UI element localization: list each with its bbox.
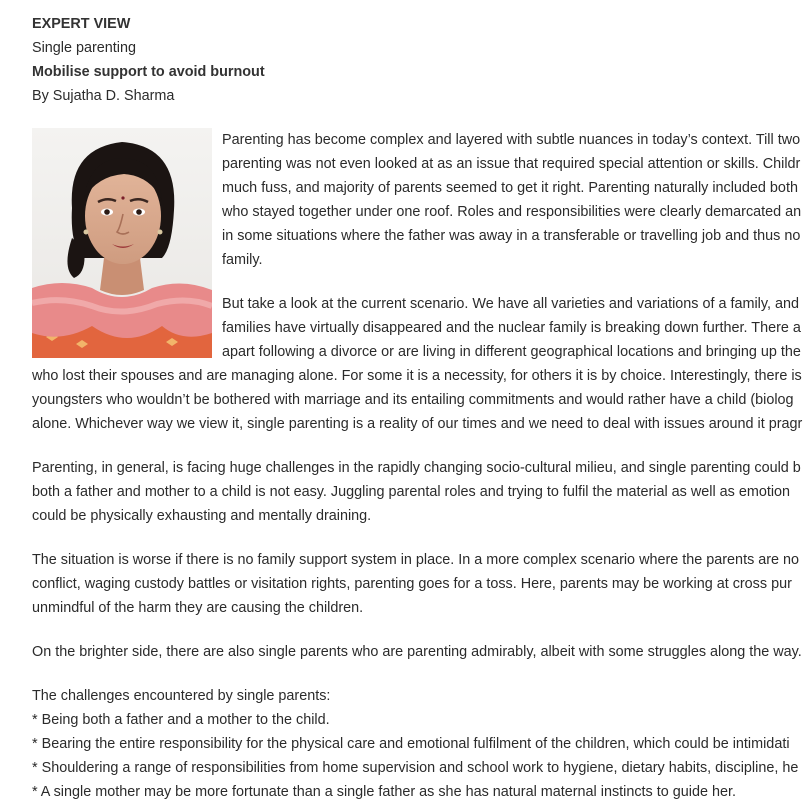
paragraph-2-wrapped	[222, 292, 808, 364]
text-line: But take a look at the current scenario. We have all varieties and variations of a family, and	[222, 296, 799, 312]
list-item: * Shouldering a range of responsibilities from home supervision and school work to hygiene, dietary habits, discipline, he	[32, 760, 799, 776]
text-line: alone. Whichever way we view it, single parenting is a reality of our times and we need to deal with issues around it pragr	[32, 416, 803, 432]
text-line: unmindful of the harm they are causing the children.	[32, 600, 364, 616]
paragraph-2-continued	[32, 364, 808, 436]
text-line: who stayed together under one roof. Roles and responsibilities were clearly demarcated an	[222, 204, 802, 220]
headline: Mobilise support to avoid burnout	[32, 64, 265, 80]
challenges-list	[32, 684, 808, 804]
byline: By Sujatha D. Sharma	[32, 88, 175, 104]
text-line: Parenting has become complex and layered with subtle nuances in today’s context. Till two	[222, 132, 801, 148]
text-line: youngsters who wouldn’t be bothered with marriage and its entailing commitments and would rather have a child (biolog	[32, 392, 794, 408]
paragraph-4	[32, 548, 808, 620]
text-line: On the brighter side, there are also single parents who are parenting admirably, albeit with some struggles along the way.	[32, 644, 802, 660]
section-label: EXPERT VIEW	[32, 16, 131, 32]
text-line: who lost their spouses and are managing alone. For some it is a necessity, for others it is by choice. Interestingly, there is	[32, 368, 802, 384]
topic-label: Single parenting	[32, 40, 137, 56]
article-header	[32, 12, 808, 108]
paragraph-3	[32, 456, 808, 528]
challenges-intro: The challenges encountered by single parents:	[32, 688, 331, 704]
list-item: * Being both a father and a mother to the child.	[32, 712, 330, 728]
text-line: families have virtually disappeared and the nuclear family is breaking down further. There a	[222, 320, 801, 336]
list-item: * Bearing the entire responsibility for the physical care and emotional fulfilment of the children, which could be intimidati	[32, 736, 790, 752]
text-line: family.	[222, 252, 263, 268]
text-line: much fuss, and majority of parents seemed to get it right. Parenting naturally included both	[222, 180, 798, 196]
text-line: could be physically exhausting and mentally draining.	[32, 508, 372, 524]
text-line: The situation is worse if there is no family support system in place. In a more complex scenario where the parents are no	[32, 552, 800, 568]
text-line: apart following a divorce or are living in different geographical locations and bringing up the	[222, 344, 801, 360]
paragraph-1	[222, 128, 808, 272]
list-item: * A single mother may be more fortunate than a single father as she has natural maternal instincts to guide her.	[32, 784, 736, 800]
text-line: Parenting, in general, is facing huge challenges in the rapidly changing socio-cultural milieu, and single parenting could b	[32, 460, 801, 476]
text-line: conflict, waging custody battles or visitation rights, parenting goes for a toss. Here, parents may be working at cross pur	[32, 576, 792, 592]
author-photo	[32, 128, 212, 358]
paragraph-5	[32, 640, 808, 664]
text-line: parenting was not even looked at as an issue that required special attention or skills. Childr	[222, 156, 801, 172]
text-line: both a father and mother to a child is not easy. Juggling parental roles and trying to fulfil the material as well as emotion	[32, 484, 791, 500]
text-line: in some situations where the father was away in a transferable or travelling job and thus no	[222, 228, 801, 244]
